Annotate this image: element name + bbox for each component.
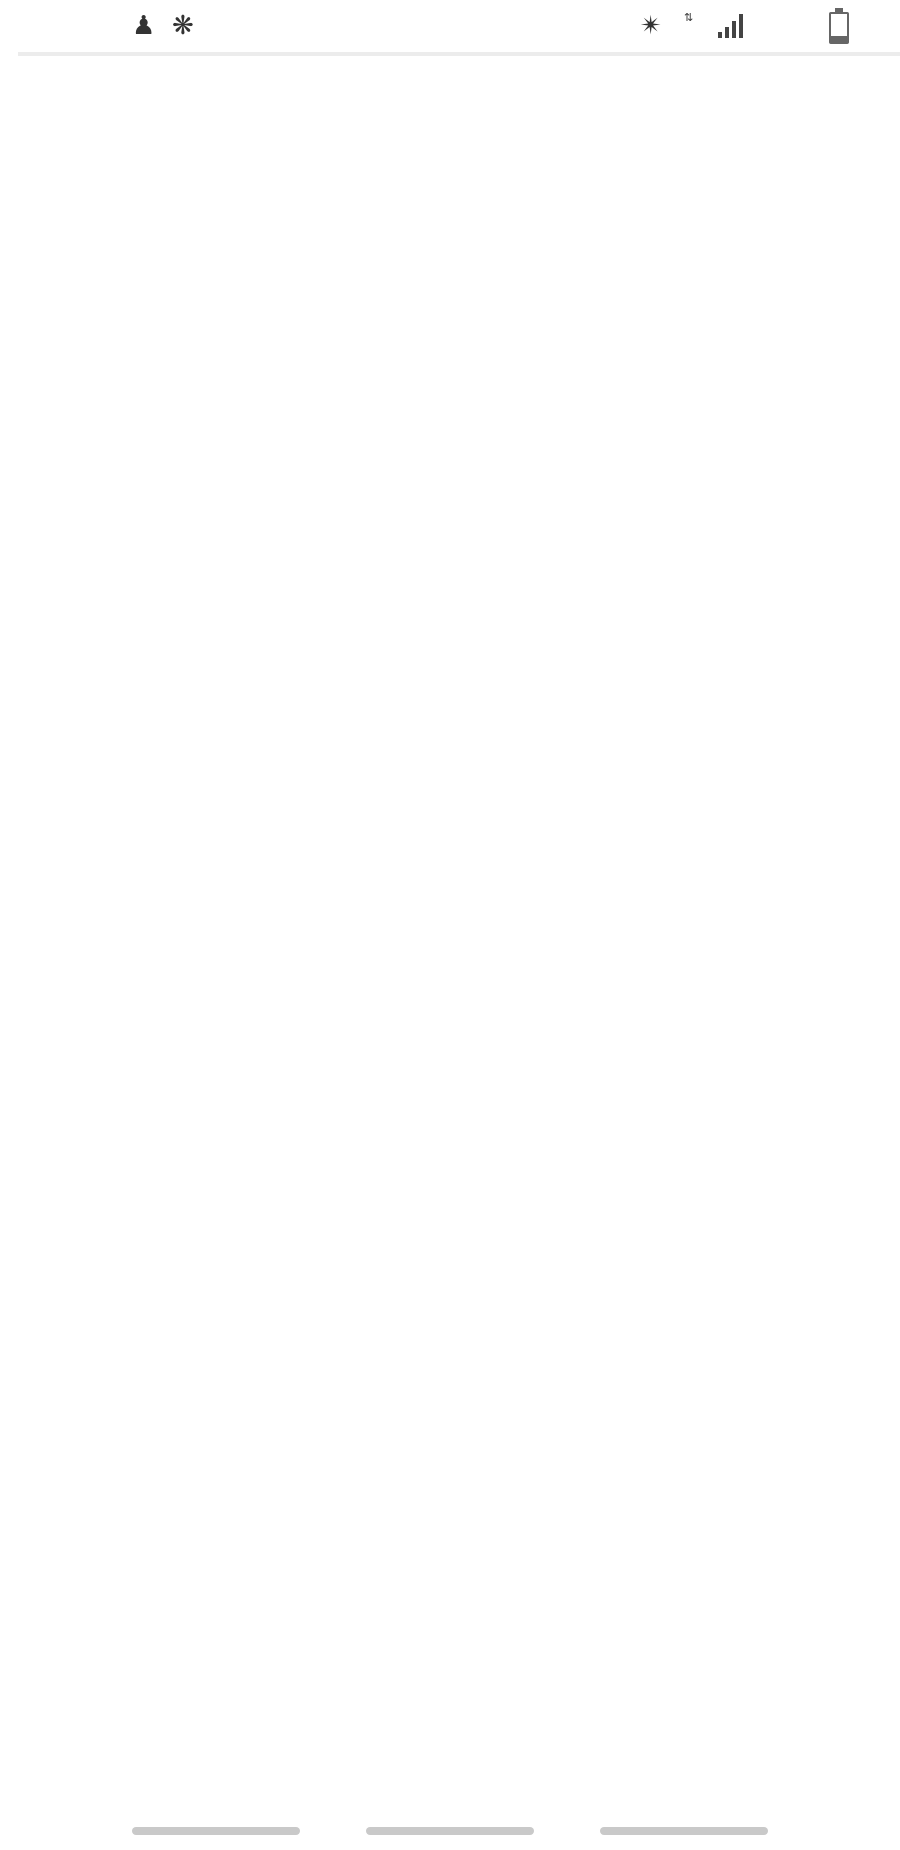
battery-level (831, 36, 847, 42)
signal-icon (718, 14, 746, 38)
battery-icon (829, 12, 849, 44)
accessibility-icon: ♟ (132, 10, 156, 40)
lte-icon: ⇅ (684, 12, 694, 24)
network-icon: ❋ (172, 10, 194, 40)
nav-home-handle[interactable] (366, 1827, 534, 1835)
navigation-bar (0, 1815, 900, 1850)
nav-recents-handle[interactable] (600, 1827, 768, 1835)
nav-back-handle[interactable] (132, 1827, 300, 1835)
orders-table (18, 52, 900, 56)
status-bar (0, 0, 900, 52)
bluetooth-icon: ✴ (640, 10, 662, 40)
